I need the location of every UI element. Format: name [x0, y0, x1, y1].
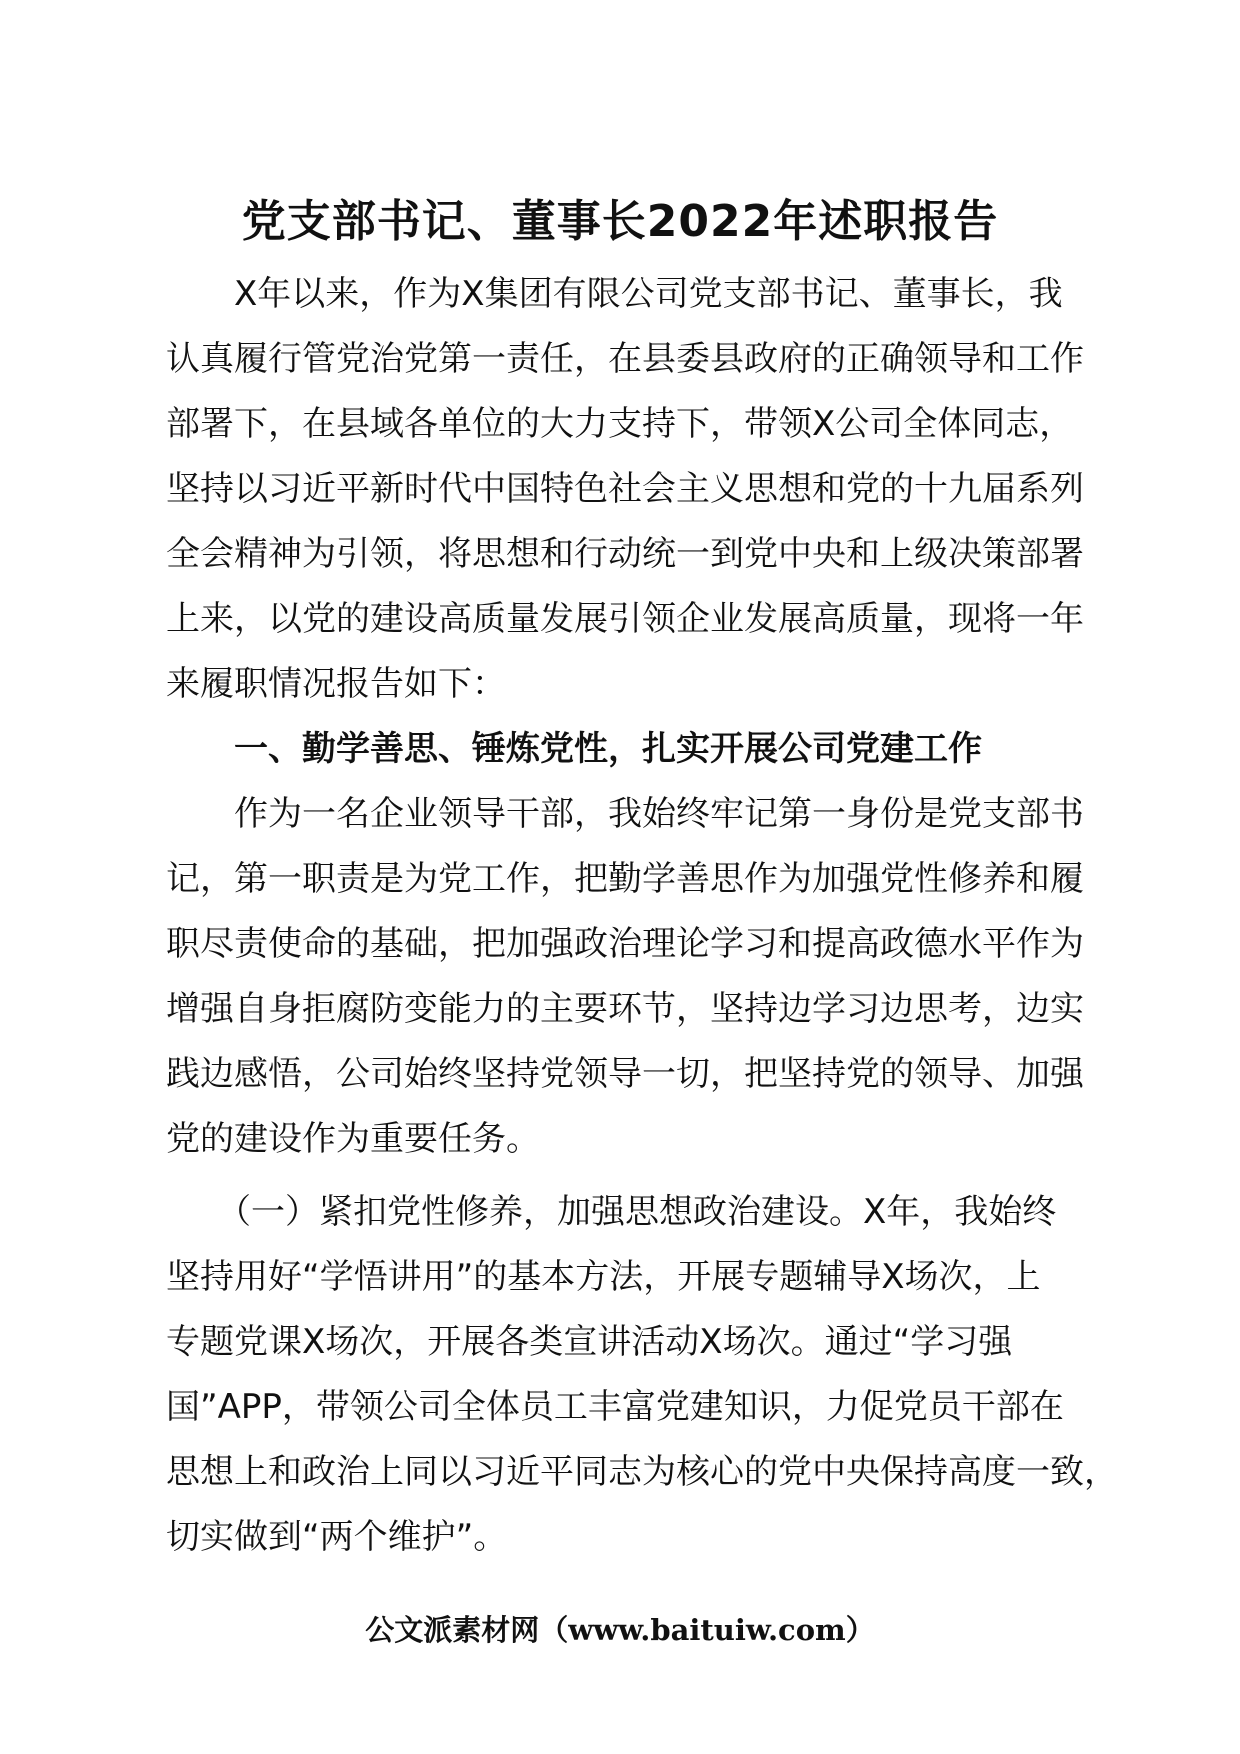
paragraph-section-body [166, 782, 1086, 1172]
paragraph-line: 专题党课X场次，开展各类宣讲活动X场次。通过“学习强 [166, 1322, 1013, 1362]
paragraph-line: X年以来，作为X集团有限公司党支部书记、董事长，我 [166, 274, 1063, 314]
footer-source: 公文派素材网（www.baituiw.com） [365, 1613, 875, 1647]
paragraph-line: 思想上和政治上同以习近平同志为核心的党中央保持高度一致， [166, 1452, 1118, 1492]
document-title: 党支部书记、董事长2022年述职报告 [241, 196, 999, 247]
paragraph-line: 认真履行管党治党第一责任，在县委县政府的正确领导和工作 [166, 339, 1084, 379]
paragraph-line: 国”APP，带领公司全体员工丰富党建知识，力促党员干部在 [166, 1387, 1064, 1427]
document-body [166, 262, 1118, 1570]
paragraph-line: 全会精神为引领，将思想和行动统一到党中央和上级决策部署 [166, 534, 1084, 574]
paragraph-spacer [166, 1172, 1086, 1180]
paragraph-line: 党的建设作为重要任务。 [166, 1119, 540, 1159]
paragraph-intro [166, 262, 1086, 717]
section-heading-line: 一、勤学善思、锤炼党性，扎实开展公司党建工作 [166, 729, 982, 769]
paragraph-line: （一）紧扣党性修养，加强思想政治建设。X年，我始终 [166, 1192, 1057, 1232]
paragraph-line: 来履职情况报告如下： [166, 664, 506, 704]
paragraph-line: 践边感悟，公司始终坚持党领导一切，把坚持党的领导、加强 [166, 1054, 1084, 1094]
paragraph-line: 增强自身拒腐防变能力的主要环节，坚持边学习边思考，边实 [166, 989, 1084, 1029]
paragraph-line: 坚持以习近平新时代中国特色社会主义思想和党的十九届系列 [166, 469, 1084, 509]
paragraph-line: 坚持用好“学悟讲用”的基本方法，开展专题辅导X场次，上 [166, 1257, 1041, 1297]
paragraph-line: 作为一名企业领导干部，我始终牢记第一身份是党支部书 [166, 794, 1084, 834]
paragraph-line: 记，第一职责是为党工作，把勤学善思作为加强党性修养和履 [166, 859, 1084, 899]
paragraph-line: 部署下，在县域各单位的大力支持下，带领X公司全体同志， [166, 404, 1074, 444]
paragraph-line: 上来，以党的建设高质量发展引领企业发展高质量，现将一年 [166, 599, 1084, 639]
section-heading [166, 717, 1086, 782]
paragraph-subsection-one [166, 1180, 1118, 1570]
paragraph-line: 切实做到“两个维护”。 [166, 1517, 508, 1557]
paragraph-line: 职尽责使命的基础，把加强政治理论学习和提高政德水平作为 [166, 924, 1084, 964]
